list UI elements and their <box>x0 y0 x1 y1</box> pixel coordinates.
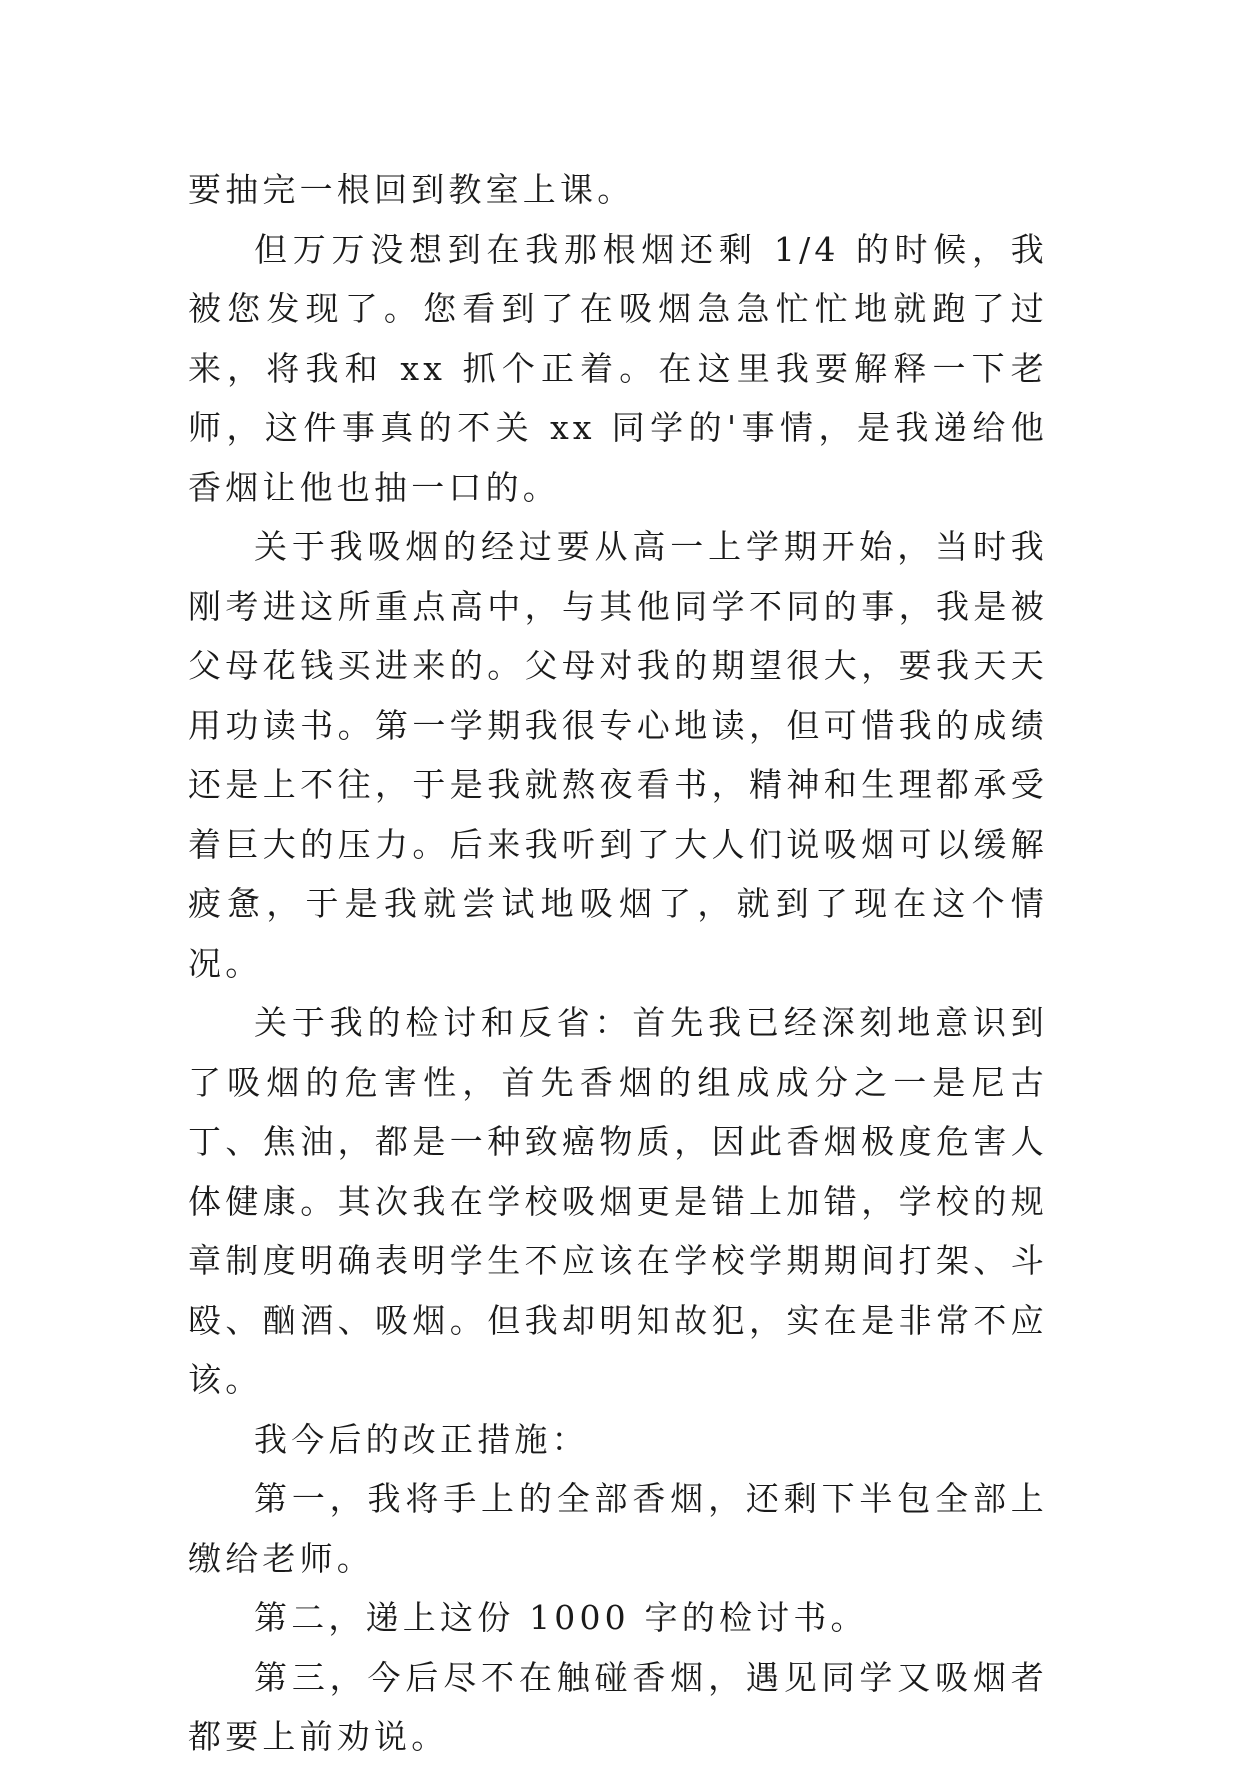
paragraph-8: 第三，今后尽不在触碰香烟，遇见同学又吸烟者都要上前劝说。 <box>188 1657 1048 1756</box>
paragraph-2: 但万万没想到在我那根烟还剩 1/4 的时候，我被您发现了。您看到了在吸烟急急忙忙地就跑了过来，将我和 xx 抓个正着。在这里我要解释一下老师，这件事真的不关 xx 同学的'事情，是我递给他香烟让他也抽一口的。 <box>188 229 1048 507</box>
paragraph-3: 关于我吸烟的经过要从高一上学期开始，当时我刚考进这所重点高中，与其他同学不同的事，我是被父母花钱买进来的。父母对我的期望很大，要我天天用功读书。第一学期我很专心地读，但可惜我的成绩还是上不往，于是我就熬夜看书，精神和生理都承受着巨大的压力。后来我听到了大人们说吸烟可以缓解疲惫，于是我就尝试地吸烟了，就到了现在这个情况。 <box>188 527 1048 983</box>
paragraph-1: 要抽完一根回到教室上课。 <box>188 170 635 209</box>
paragraph-7: 第二，递上这份 1000 字的检讨书。 <box>254 1598 868 1637</box>
document-body <box>188 160 1048 1767</box>
paragraph-4: 关于我的检讨和反省：首先我已经深刻地意识到了吸烟的危害性，首先香烟的组成成分之一是尼古丁、焦油，都是一种致癌物质，因此香烟极度危害人体健康。其次我在学校吸烟更是错上加错，学校的规章制度明确表明学生不应该在学校学期期间打架、斗殴、酗酒、吸烟。但我却明知故犯，实在是非常不应该。 <box>188 1003 1048 1399</box>
paragraph-5: 我今后的改正措施： <box>254 1419 589 1459</box>
paragraph-6: 第一，我将手上的全部香烟，还剩下半包全部上缴给老师。 <box>188 1479 1048 1578</box>
